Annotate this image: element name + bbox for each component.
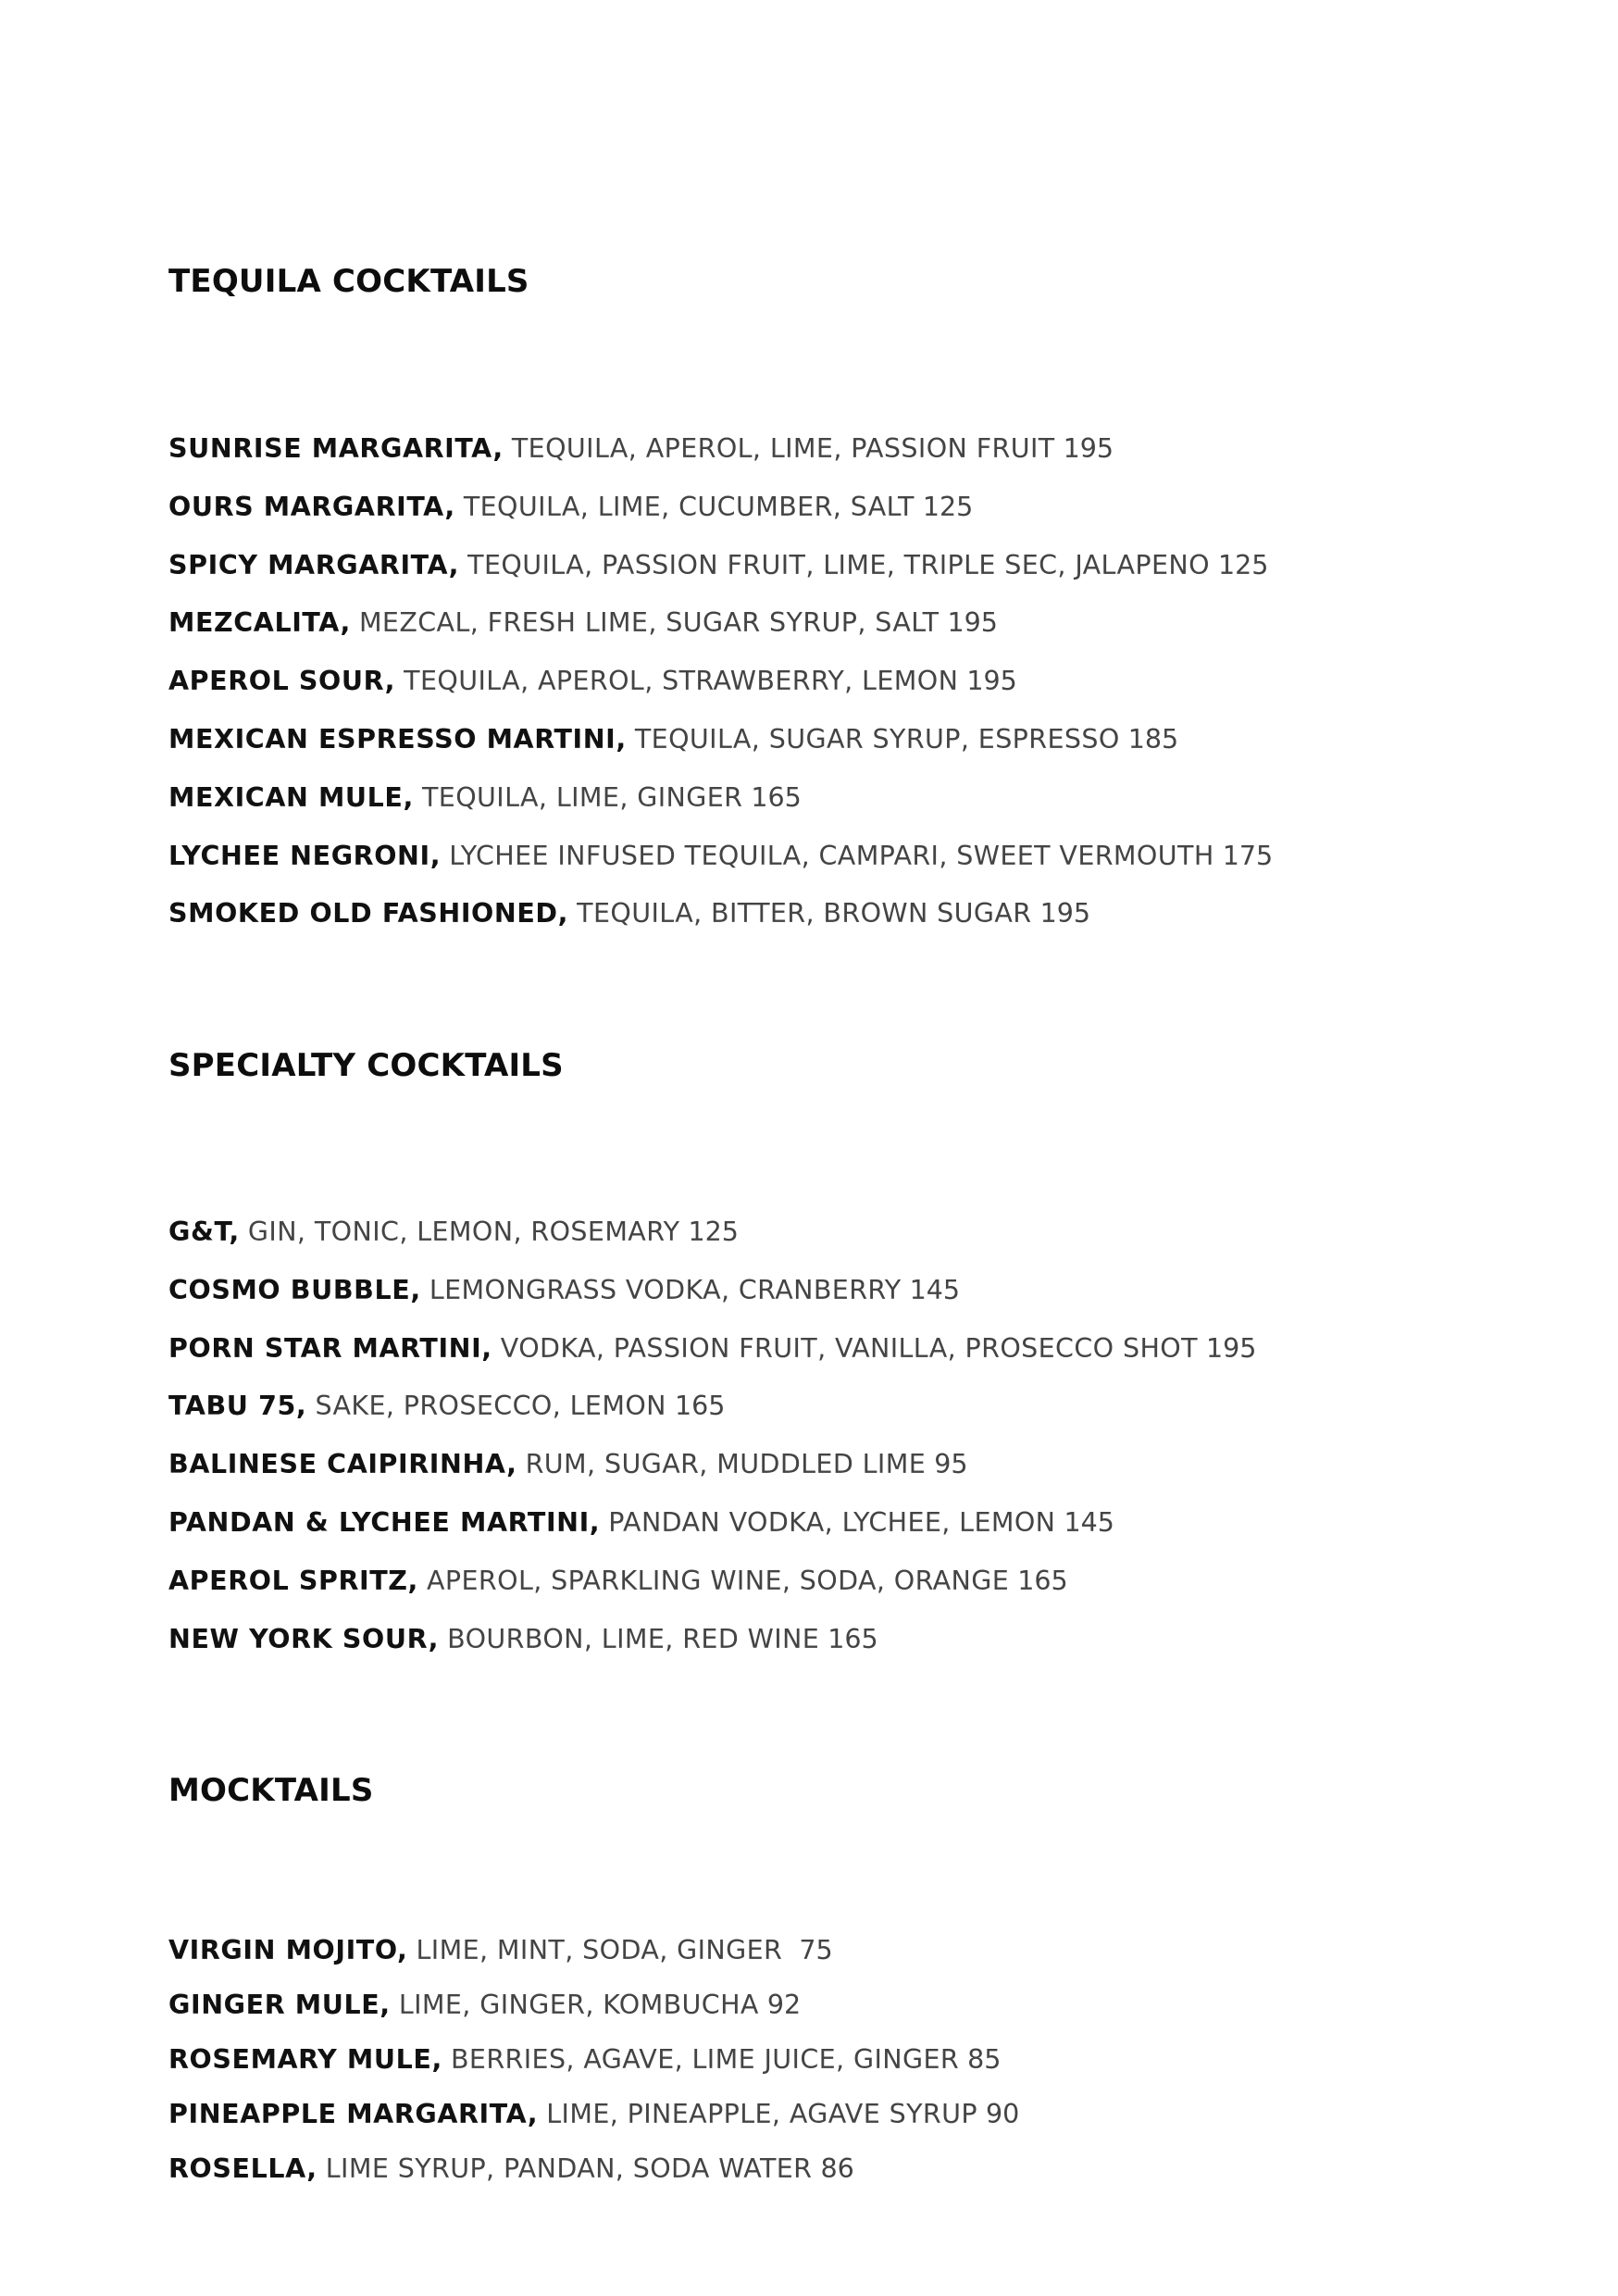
specialty-cocktails-list bbox=[168, 1212, 1256, 1677]
item-price: 145 bbox=[1064, 1506, 1114, 1538]
menu-item bbox=[168, 429, 1273, 487]
item-price: 92 bbox=[766, 1990, 802, 2020]
item-name: PORN STAR MARTINI, bbox=[168, 1332, 492, 1364]
menu-item bbox=[168, 836, 1273, 894]
item-price: 195 bbox=[1039, 898, 1090, 930]
item-description: APEROL, SPARKLING WINE, SODA, ORANGE bbox=[427, 1565, 1010, 1596]
menu-item bbox=[168, 1985, 1019, 2040]
menu-item bbox=[168, 1212, 1256, 1270]
menu-item bbox=[168, 1503, 1256, 1561]
item-price: 95 bbox=[934, 1449, 968, 1480]
item-price: 175 bbox=[1222, 840, 1274, 871]
item-price: 195 bbox=[966, 666, 1017, 697]
item-name: VIRGIN MOJITO, bbox=[168, 1935, 408, 1965]
menu-item bbox=[168, 661, 1273, 719]
menu-item bbox=[168, 603, 1273, 661]
menu-item bbox=[168, 545, 1273, 604]
menu-item bbox=[168, 778, 1273, 836]
item-name: APEROL SOUR, bbox=[168, 666, 396, 697]
item-description: TEQUILA, APEROL, STRAWBERRY, LEMON bbox=[404, 666, 959, 697]
item-description: LIME, MINT, SODA, GINGER bbox=[416, 1935, 783, 1965]
item-name: ROSELLA, bbox=[168, 2153, 317, 2184]
section-title-specialty-cocktails: SPECIALTY COCKTAILS bbox=[168, 1047, 564, 1084]
item-description: TEQUILA, PASSION FRUIT, LIME, TRIPLE SEC, JALAPENO bbox=[467, 549, 1210, 580]
item-price: 165 bbox=[674, 1391, 726, 1422]
item-price: 125 bbox=[688, 1217, 739, 1247]
item-name: NEW YORK SOUR, bbox=[168, 1623, 440, 1654]
item-name: OURS MARGARITA, bbox=[168, 491, 455, 522]
item-price: 86 bbox=[820, 2153, 854, 2184]
item-name: MEZCALITA, bbox=[168, 607, 351, 639]
item-price: 125 bbox=[1217, 549, 1269, 580]
item-price: 195 bbox=[1205, 1332, 1257, 1364]
item-description: LEMONGRASS VODKA, CRANBERRY bbox=[429, 1274, 902, 1305]
menu-item bbox=[168, 2040, 1019, 2094]
item-price: 185 bbox=[1127, 723, 1179, 755]
menu-item bbox=[168, 1619, 1256, 1678]
menu-item bbox=[168, 1561, 1256, 1619]
item-price: 195 bbox=[1063, 433, 1114, 464]
item-description: LIME, PINEAPPLE, AGAVE SYRUP bbox=[546, 2099, 977, 2129]
tequila-cocktails-list bbox=[168, 429, 1273, 952]
item-name: SUNRISE MARGARITA, bbox=[168, 433, 504, 464]
item-price: 145 bbox=[909, 1274, 961, 1305]
item-price: 90 bbox=[985, 2099, 1020, 2129]
item-description: LYCHEE INFUSED TEQUILA, CAMPARI, SWEET VERMOUTH bbox=[449, 840, 1214, 871]
item-price: 75 bbox=[799, 1935, 833, 1965]
item-description: LIME, GINGER, KOMBUCHA bbox=[398, 1990, 759, 2020]
menu-item bbox=[168, 487, 1273, 545]
item-description: TEQUILA, APEROL, LIME, PASSION FRUIT bbox=[511, 433, 1055, 464]
menu-item bbox=[168, 719, 1273, 778]
item-name: BALINESE CAIPIRINHA, bbox=[168, 1449, 517, 1480]
menu-item bbox=[168, 1930, 1019, 1985]
menu-item bbox=[168, 1444, 1256, 1503]
item-name: GINGER MULE, bbox=[168, 1990, 391, 2020]
item-name: ROSEMARY MULE, bbox=[168, 2044, 442, 2075]
item-description: BERRIES, AGAVE, LIME JUICE, GINGER bbox=[450, 2044, 960, 2075]
menu-item bbox=[168, 2094, 1019, 2149]
item-price: 125 bbox=[922, 491, 974, 522]
item-description: TEQUILA, LIME, GINGER bbox=[421, 781, 743, 813]
item-name: SMOKED OLD FASHIONED, bbox=[168, 898, 569, 930]
menu-item bbox=[168, 1270, 1256, 1329]
mocktails-list bbox=[168, 1930, 1019, 2203]
item-description: SAKE, PROSECCO, LEMON bbox=[315, 1391, 666, 1422]
menu-item bbox=[168, 1329, 1256, 1387]
item-name: SPICY MARGARITA, bbox=[168, 549, 460, 580]
item-description: TEQUILA, LIME, CUCUMBER, SALT bbox=[463, 491, 915, 522]
item-description: VODKA, PASSION FRUIT, VANILLA, PROSECCO SHOT bbox=[500, 1332, 1198, 1364]
item-name: COSMO BUBBLE, bbox=[168, 1274, 421, 1305]
item-description: TEQUILA, BITTER, BROWN SUGAR bbox=[577, 898, 1032, 930]
item-price: 165 bbox=[751, 781, 802, 813]
item-name: LYCHEE NEGRONI, bbox=[168, 840, 442, 871]
item-name: PANDAN & LYCHEE MARTINI, bbox=[168, 1506, 601, 1538]
menu-item bbox=[168, 2149, 1019, 2203]
item-name: TABU 75, bbox=[168, 1391, 307, 1422]
item-description: LIME SYRUP, PANDAN, SODA WATER bbox=[325, 2153, 813, 2184]
item-description: RUM, SUGAR, MUDDLED LIME bbox=[525, 1449, 927, 1480]
item-price: 165 bbox=[1017, 1565, 1068, 1596]
item-description: BOURBON, LIME, RED WINE bbox=[447, 1623, 820, 1654]
section-title-tequila-cocktails: TEQUILA COCKTAILS bbox=[168, 263, 529, 300]
item-description: PANDAN VODKA, LYCHEE, LEMON bbox=[608, 1506, 1056, 1538]
item-description: MEZCAL, FRESH LIME, SUGAR SYRUP, SALT bbox=[358, 607, 940, 639]
item-description: TEQUILA, SUGAR SYRUP, ESPRESSO bbox=[634, 723, 1120, 755]
item-name: MEXICAN ESPRESSO MARTINI, bbox=[168, 723, 627, 755]
item-price: 85 bbox=[967, 2044, 1002, 2075]
menu-item bbox=[168, 1386, 1256, 1444]
item-price: 195 bbox=[947, 607, 998, 639]
item-price: 165 bbox=[828, 1623, 878, 1654]
item-name: G&T, bbox=[168, 1217, 240, 1247]
item-name: APEROL SPRITZ, bbox=[168, 1565, 418, 1596]
section-title-mocktails: MOCKTAILS bbox=[168, 1772, 374, 1809]
item-name: MEXICAN MULE, bbox=[168, 781, 414, 813]
item-description: GIN, TONIC, LEMON, ROSEMARY bbox=[247, 1217, 680, 1247]
item-name: PINEAPPLE MARGARITA, bbox=[168, 2099, 539, 2129]
menu-item bbox=[168, 893, 1273, 952]
